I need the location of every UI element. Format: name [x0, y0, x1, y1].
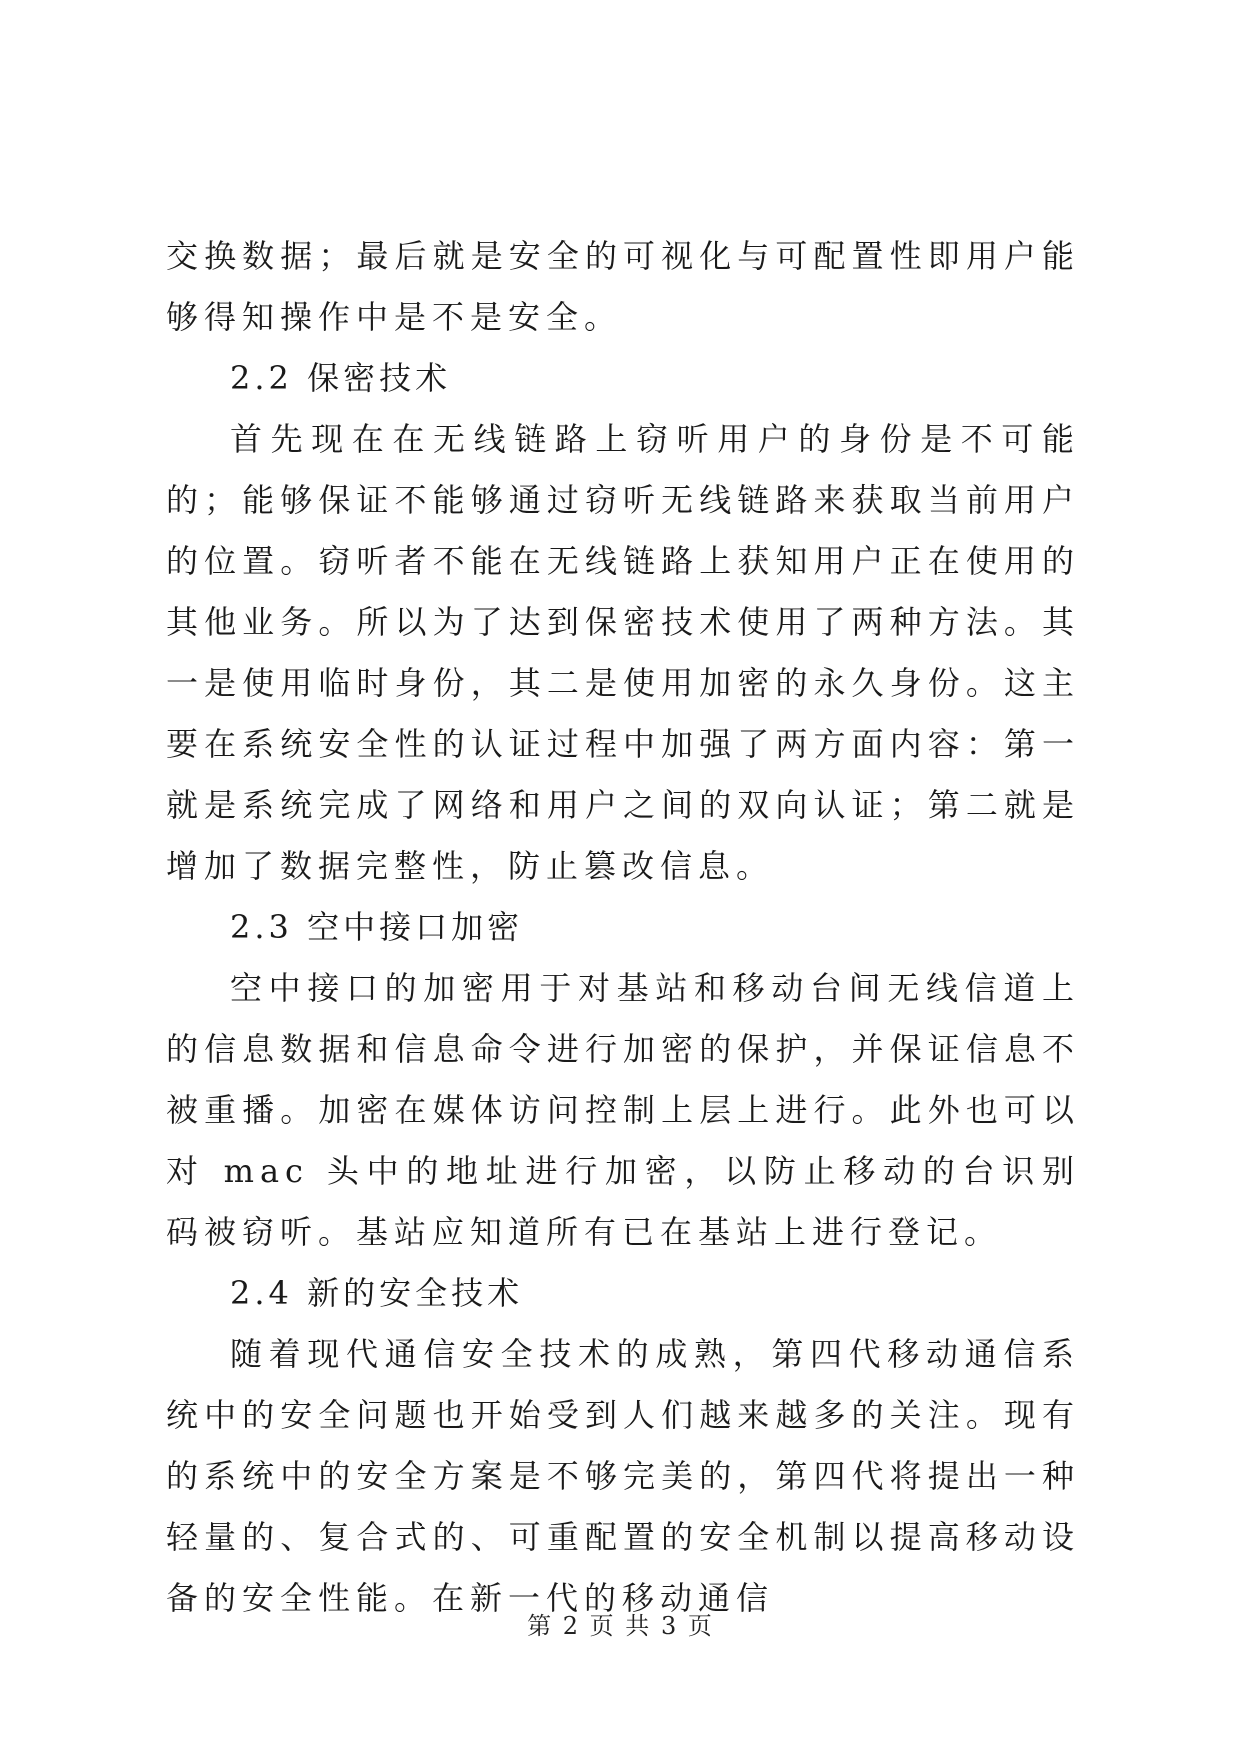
document-body [166, 226, 1080, 1629]
section-heading-2-4: 2.4 新的安全技术 [230, 1274, 524, 1312]
page-number-footer: 第 2 页 共 3 页 [527, 1612, 714, 1640]
section-heading-2-2: 2.2 保密技术 [230, 359, 452, 397]
paragraph-confidentiality: 首先现在在无线链路上窃听用户的身份是不可能的；能够保证不能够通过窃听无线链路来获取当前用户的位置。窃听者不能在无线链路上获知用户正在使用的其他业务。所以为了达到保密技术使用了两种方法。其一是使用临时身份，其二是使用加密的永久身份。这主要在系统安全性的认证过程中加强了两方面内容：第一就是系统完成了网络和用户之间的双向认证；第二就是增加了数据完整性，防止篡改信息。 [166, 420, 1080, 885]
paragraph-air-interface: 空中接口的加密用于对基站和移动台间无线信道上的信息数据和信息命令进行加密的保护，并保证信息不被重播。加密在媒体访问控制上层上进行。此外也可以对 mac 头中的地址进行加密，以防止移动的台识别码被窃听。基站应知道所有已在基站上进行登记。 [166, 969, 1080, 1251]
section-heading-2-3: 2.3 空中接口加密 [230, 908, 524, 946]
paragraph-new-security: 随着现代通信安全技术的成熟，第四代移动通信系统中的安全问题也开始受到人们越来越多的关注。现有的系统中的安全方案是不够完美的，第四代将提出一种轻量的、复合式的、可重配置的安全机制以提高移动设备的安全性能。在新一代的移动通信 [166, 1335, 1080, 1617]
paragraph-continuation: 交换数据；最后就是安全的可视化与可配置性即用户能够得知操作中是不是安全。 [166, 237, 1080, 336]
